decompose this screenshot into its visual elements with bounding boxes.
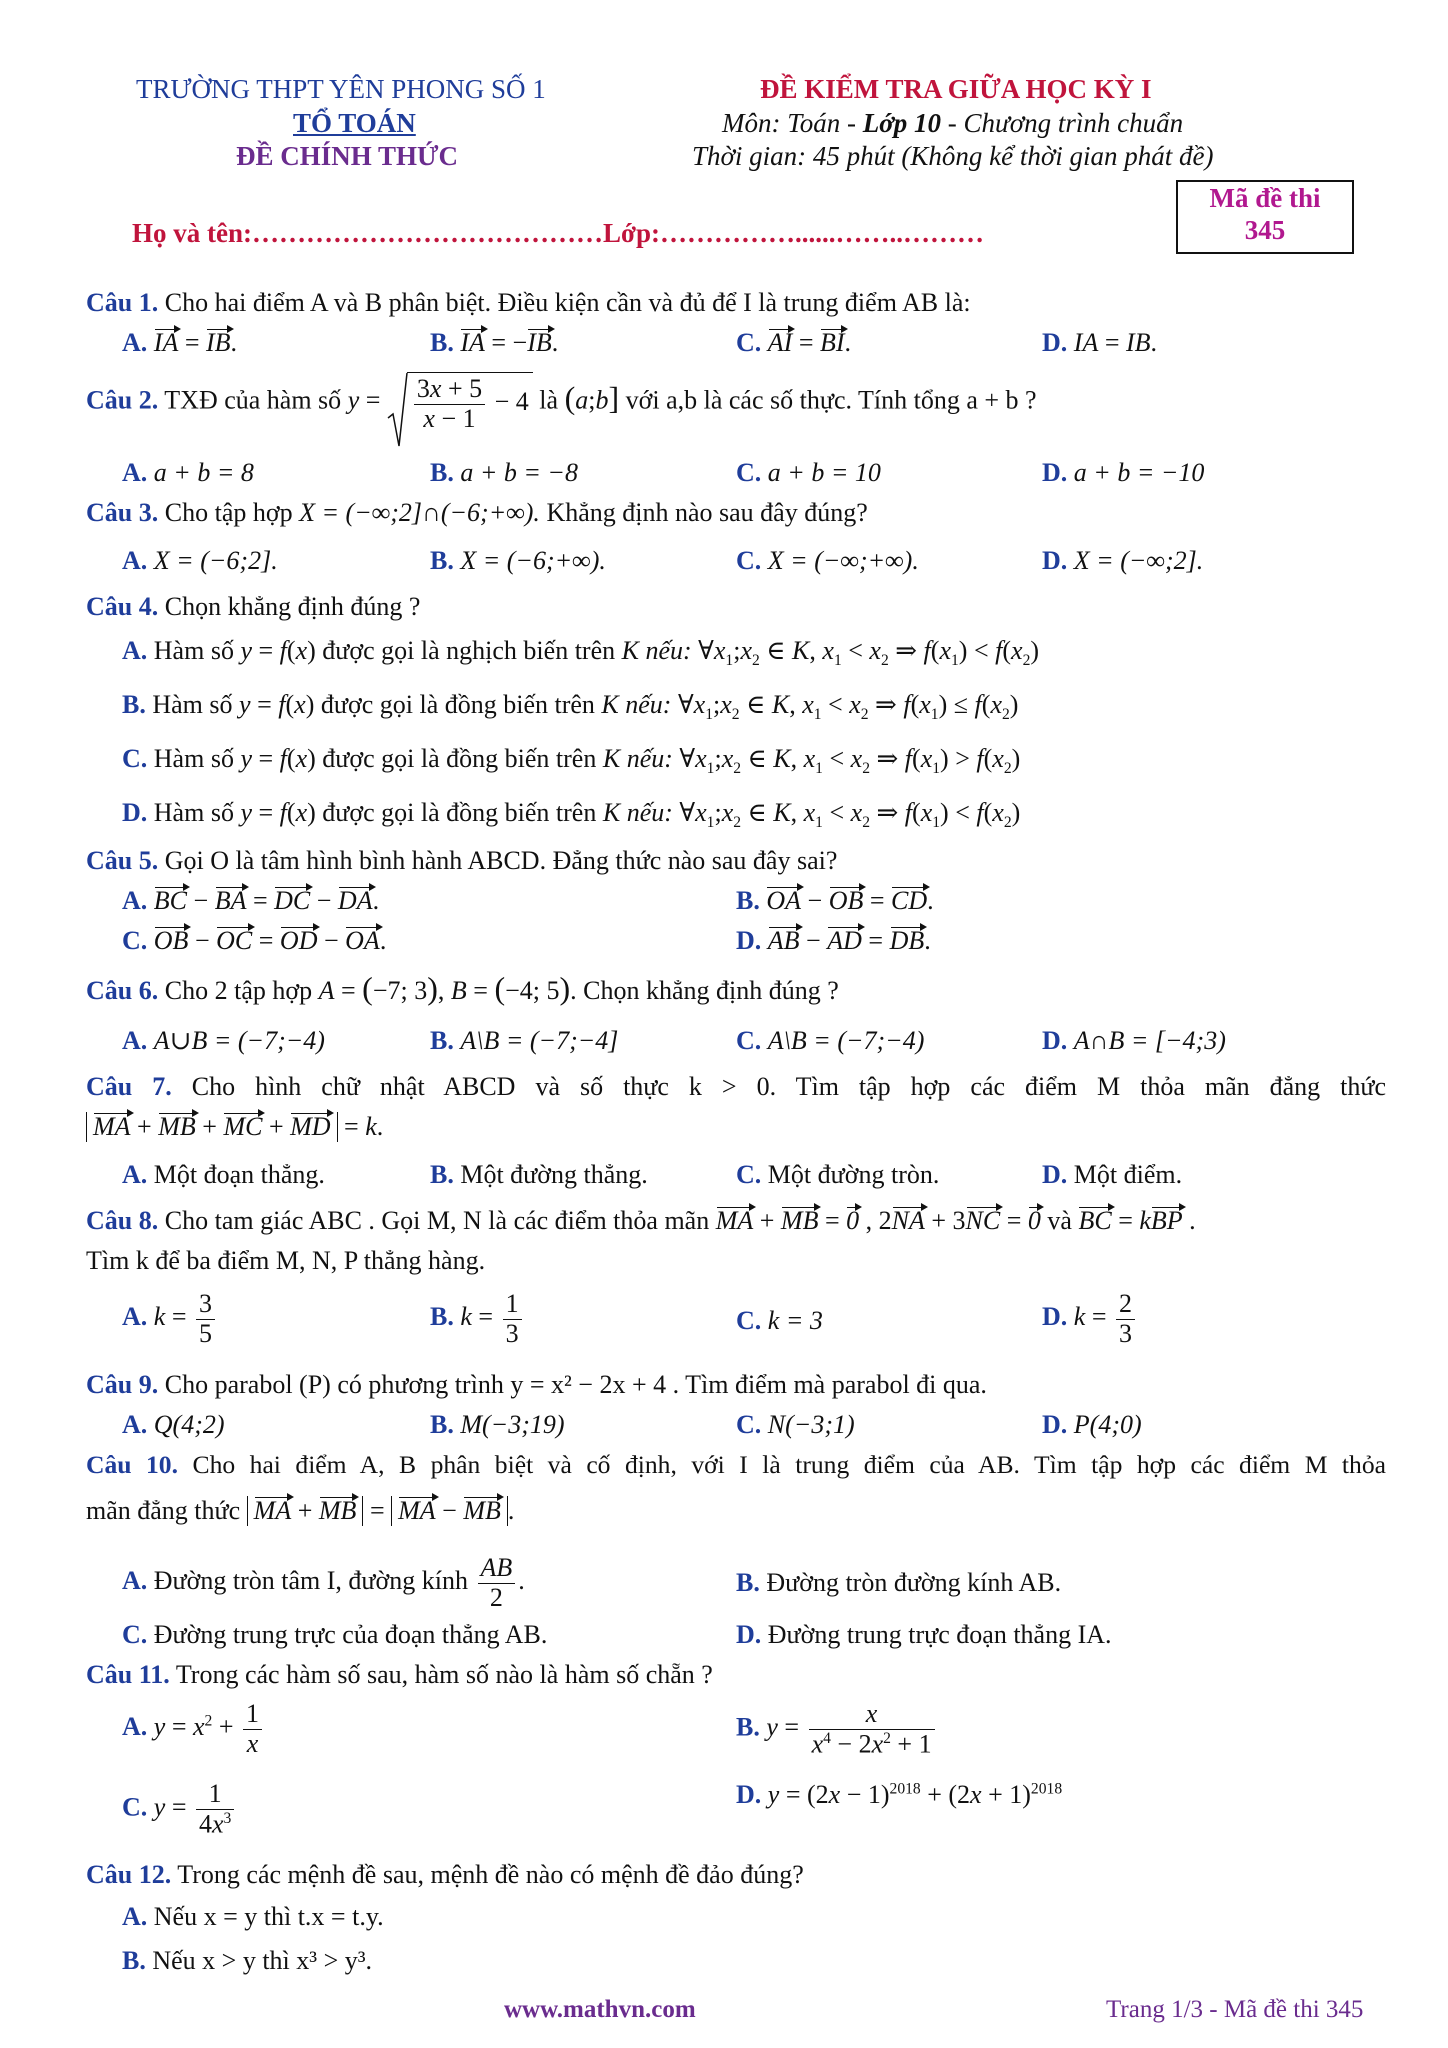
option-letter: D.	[736, 926, 762, 955]
question-12	[86, 1860, 804, 1890]
subject-line	[722, 108, 1183, 139]
q8-option-a[interactable]: A. k = $\frac{3}{5}$	[122, 1290, 218, 1348]
question-7	[86, 1072, 1386, 1102]
option-letter: B.	[122, 690, 146, 719]
q2-option-a[interactable]	[122, 458, 254, 488]
question-3-stem-a: Cho tập hợp	[164, 498, 293, 527]
q2-option-b[interactable]	[430, 458, 578, 488]
exam-code-label: Mã đề thi	[1209, 183, 1321, 213]
subject-prefix: Môn: Toán -	[722, 108, 863, 138]
q9-option-c[interactable]	[736, 1410, 855, 1440]
q1-option-d[interactable]: D. IA = IB.	[1042, 328, 1158, 357]
q4-lead: Hàm số	[153, 744, 234, 773]
q10-option-a[interactable]: A. Đường tròn tâm I, đường kính $\frac{AB}{2}$ .	[122, 1553, 525, 1612]
question-9-label: Câu 9.	[86, 1370, 159, 1399]
option-letter: C.	[736, 1160, 762, 1189]
option-letter: A.	[122, 886, 148, 915]
q11-option-d[interactable]: D. $y = (2x - 1)^{2018} + (2x + 1)^{2018}$	[736, 1780, 1063, 1809]
q4-b-text: được gọi là đồng biến trên	[320, 690, 595, 719]
question-8-stem-a: Cho tam giác ABC . Gọi M, N là các điểm thỏa mãn	[164, 1206, 710, 1235]
q10-opt-b-text: Đường tròn đường kính AB.	[766, 1568, 1062, 1597]
question-9	[86, 1370, 987, 1400]
q2-option-d[interactable]	[1042, 458, 1204, 488]
q4-option-a[interactable]: A. Hàm số y = f(x) được gọi là nghịch biến trên K nếu: $\forall x_1;x_2$ ∈ K, $x_1 < x_2$ ⇒ $f(x_1) < f(x_2)$	[122, 636, 1040, 670]
q1-option-c[interactable]: C. AI = BI.	[736, 328, 852, 357]
option-letter: A.	[122, 1302, 148, 1332]
class-label: Lớp:……………......……..………	[602, 218, 984, 248]
question-1-stem: Cho hai điểm A và B phân biệt. Điều kiện cần và đủ để I là trung điểm AB là:	[164, 288, 971, 317]
q4-c-text: được gọi là đồng biến trên	[322, 744, 597, 773]
q6-opt-d-text: A∩B = [−4;3)	[1073, 1026, 1226, 1055]
option-letter: B.	[736, 1712, 760, 1742]
q3-option-c[interactable]	[736, 546, 919, 576]
official-label: ĐỀ CHÍNH THỨC	[236, 141, 459, 171]
q10-option-b[interactable]	[736, 1568, 1061, 1598]
option-letter: D.	[1042, 1302, 1068, 1332]
q7-opt-c-text: Một đường tròn.	[767, 1160, 940, 1189]
option-letter: A.	[122, 636, 148, 665]
question-2-stem-c: với a,b là các số thực. Tính tổng a + b ?	[625, 385, 1037, 415]
q4-option-c[interactable]: C. Hàm số y = f(x) được gọi là đồng biến trên K nếu: $\forall x_1;x_2$ ∈ K, $x_1 < x_2$ ⇒ $f(x_1) > f(x_2)$	[122, 744, 1021, 778]
q9-option-a[interactable]	[122, 1410, 225, 1440]
question-12-stem: Trong các mệnh đề sau, mệnh đề nào có mệnh đề đảo đúng?	[177, 1860, 804, 1889]
question-10-line2: mãn đẳng thức MA + MB = MA − MB .	[86, 1496, 515, 1525]
q6-opt-b-text: A\B = (−7;−4]	[460, 1026, 619, 1055]
q11-option-b[interactable]: B. y = $\frac{x}{x^4 - 2x^2 + 1}$	[736, 1700, 938, 1759]
q6-option-c[interactable]	[736, 1026, 924, 1056]
option-letter: C.	[736, 546, 762, 575]
option-letter: D.	[1042, 546, 1068, 575]
option-letter: A.	[122, 458, 148, 487]
option-letter: B.	[122, 1946, 146, 1975]
option-letter: D.	[1042, 1026, 1068, 1055]
q2-opt-b-text: a + b = −8	[460, 458, 578, 487]
q1-option-b[interactable]: B. IA = −IB.	[430, 328, 559, 357]
question-5	[86, 846, 837, 876]
radical-sign-icon	[387, 372, 409, 448]
question-2: Câu 2. TXĐ của hàm số y = $\frac{3x + 5}{x - 1}$ − 4 là (a;b] với a,b là các số thực. Tính tổng a + b ?	[86, 372, 1037, 433]
school-name: TRƯỜNG THPT YÊN PHONG SỐ 1	[136, 74, 546, 104]
option-letter: B.	[736, 886, 760, 915]
q8-option-d[interactable]: D. k = $\frac{2}{3}$	[1042, 1290, 1138, 1348]
question-6-label: Câu 6.	[86, 976, 159, 1005]
question-12-label: Câu 12.	[86, 1860, 172, 1889]
q7-option-c[interactable]	[736, 1160, 939, 1190]
option-letter: C.	[122, 926, 148, 955]
question-2-stem-b: là	[539, 385, 559, 415]
q4-a-text: được gọi là nghịch biến trên	[322, 636, 616, 665]
option-letter: D.	[1042, 1160, 1068, 1189]
option-letter: B.	[430, 458, 454, 487]
q8-opt-c-text: k = 3	[767, 1306, 823, 1335]
q5-option-a[interactable]: A. BC − BA = DC − DA.	[122, 886, 380, 915]
q5-option-c[interactable]: C. OB − OC = OD − OA.	[122, 926, 387, 955]
q3-option-b[interactable]	[430, 546, 606, 576]
q5-option-d[interactable]: D. AB − AD = DB.	[736, 926, 931, 955]
question-7-label: Câu 7.	[86, 1072, 172, 1101]
option-letter: B.	[430, 328, 454, 357]
option-letter: A.	[122, 1410, 148, 1439]
question-10-stem: Cho hai điểm A, B phân biệt và cố định, với I là trung điểm của AB. Tìm tập hợp các điểm M thỏa	[192, 1450, 1387, 1479]
option-letter: C.	[122, 744, 148, 773]
question-11	[86, 1660, 713, 1690]
q12-option-b[interactable]	[122, 1946, 372, 1976]
q1-option-a[interactable]: A. IA = IB.	[122, 328, 238, 357]
question-3-label: Câu 3.	[86, 498, 159, 527]
option-letter: C.	[736, 1306, 762, 1335]
option-letter: A.	[122, 1026, 148, 1055]
question-5-label: Câu 5.	[86, 846, 159, 875]
q6-opt-c-text: A\B = (−7;−4)	[767, 1026, 925, 1055]
option-letter: A.	[122, 1712, 148, 1742]
q7-option-d[interactable]	[1042, 1160, 1182, 1190]
option-letter: D.	[736, 1780, 762, 1809]
q6-option-a[interactable]	[122, 1026, 325, 1056]
footer-page-info: Trang 1/3 - Mã đề thi 345	[1106, 1996, 1364, 2023]
footer-website[interactable]: www.mathvn.com	[504, 1996, 696, 2023]
q8-option-c[interactable]	[736, 1306, 823, 1336]
sqrt-expression: $\frac{3x + 5}{x - 1}$ − 4	[387, 372, 533, 433]
q7-opt-b-text: Một đường thẳng.	[460, 1160, 648, 1189]
q3-opt-c-text: X = (−∞;+∞).	[767, 546, 919, 575]
exam-title: ĐỀ KIỂM TRA GIỮA HỌC KỲ I	[760, 74, 1152, 104]
name-field	[132, 218, 984, 249]
option-letter: C.	[736, 1026, 762, 1055]
q5-option-b[interactable]: B. OA − OB = CD.	[736, 886, 934, 915]
option-letter: B.	[430, 1302, 454, 1332]
question-8-label: Câu 8.	[86, 1206, 159, 1235]
q9-option-d[interactable]	[1042, 1410, 1142, 1440]
q7-opt-d-text: Một điểm.	[1073, 1160, 1183, 1189]
option-letter: A.	[122, 1160, 148, 1189]
q2-opt-c-text: a + b = 10	[767, 458, 881, 487]
question-10-stem2: mãn đẳng thức	[86, 1496, 241, 1525]
question-3-stem-b: Khẳng định nào sau đây đúng?	[546, 498, 868, 527]
option-letter: A.	[122, 1902, 148, 1931]
q4-option-d[interactable]: D. Hàm số y = f(x) được gọi là đồng biến trên K nếu: $\forall x_1;x_2$ ∈ K, $x_1 < x_2$ ⇒ $f(x_1) < f(x_2)$	[122, 798, 1021, 832]
question-4	[86, 592, 420, 622]
question-3	[86, 498, 868, 528]
q6-option-b[interactable]	[430, 1026, 618, 1056]
option-letter: D.	[122, 798, 148, 827]
q3-opt-a-text: X = (−6;2].	[153, 546, 278, 575]
q7-option-b[interactable]	[430, 1160, 648, 1190]
q2-opt-a-text: a + b = 8	[153, 458, 254, 487]
question-6-stem-b: . Chọn khẳng định đúng ?	[570, 976, 839, 1005]
q3-opt-d-text: X = (−∞;2].	[1073, 546, 1204, 575]
q7-option-a[interactable]	[122, 1160, 325, 1190]
option-letter: C.	[736, 328, 762, 357]
q10-opt-d-text: Đường trung trực đoạn thẳng IA.	[767, 1620, 1112, 1649]
q3-option-d[interactable]	[1042, 546, 1203, 576]
question-10-label: Câu 10.	[86, 1450, 178, 1479]
exam-code-value: 345	[1244, 215, 1286, 245]
question-1	[86, 288, 971, 318]
question-6-stem-a: Cho 2 tập hợp	[164, 976, 313, 1005]
q4-lead: Hàm số	[153, 636, 234, 665]
q4-k: K nếu:	[602, 744, 673, 773]
option-letter: B.	[430, 1160, 454, 1189]
question-4-label: Câu 4.	[86, 592, 159, 621]
q9-option-b[interactable]	[430, 1410, 565, 1440]
option-letter: A.	[122, 328, 148, 357]
question-1-label: Câu 1.	[86, 288, 159, 317]
option-letter: B.	[430, 1026, 454, 1055]
question-4-stem: Chọn khẳng định đúng ?	[164, 592, 421, 621]
q4-d-text: được gọi là đồng biến trên	[322, 798, 597, 827]
q9-opt-a-text: Q(4;2)	[153, 1410, 225, 1439]
q11-option-a[interactable]: A. $y = x^2$ + $\frac{1}{x}$	[122, 1700, 265, 1758]
option-letter: C.	[736, 1410, 762, 1439]
q2-opt-d-text: a + b = −10	[1073, 458, 1205, 487]
q3-opt-b-text: X = (−6;+∞).	[460, 546, 606, 575]
q6-option-d[interactable]	[1042, 1026, 1226, 1056]
q12-opt-b-text: Nếu x > y thì x³ > y³.	[152, 1946, 373, 1975]
option-letter: B.	[736, 1568, 760, 1597]
subject-grade: Lớp 10	[862, 108, 941, 138]
question-11-label: Câu 11.	[86, 1660, 170, 1689]
q4-option-b[interactable]: B. Hàm số y = f(x) được gọi là đồng biến trên K nếu: $\forall x_1;x_2$ ∈ K, $x_1 < x_2$ ⇒ $f(x_1) \le f(x_2)$	[122, 690, 1019, 724]
q10-opt-c-text: Đường trung trực của đoạn thẳng AB.	[153, 1620, 548, 1649]
question-2-stem-a: TXĐ của hàm số	[164, 385, 342, 415]
q3-option-a[interactable]	[122, 546, 278, 576]
q8-option-b[interactable]: B. k = $\frac{1}{3}$	[430, 1290, 525, 1348]
question-8-line2: Tìm k để ba điểm M, N, P thẳng hàng.	[86, 1246, 486, 1275]
subject-suffix: - Chương trình chuẩn	[941, 108, 1184, 138]
option-letter: B.	[430, 1410, 454, 1439]
option-letter: D.	[1042, 1410, 1068, 1439]
exam-code-box	[1176, 180, 1354, 254]
q4-k: K nếu:	[602, 798, 673, 827]
q2-option-c[interactable]	[736, 458, 881, 488]
option-letter: C.	[122, 1792, 148, 1822]
question-8: Câu 8. Cho tam giác ABC . Gọi M, N là các điểm thỏa mãn MA + MB = 0 , 2NA + 3NC = 0 và BC = kBP .	[86, 1206, 1196, 1235]
question-10	[86, 1450, 1386, 1480]
question-3-set: X = (−∞;2]∩(−6;+∞).	[299, 498, 540, 527]
question-6: Câu 6. Cho 2 tập hợp A = (−7; 3), B = (−4; 5). Chọn khẳng định đúng ?	[86, 970, 839, 1006]
q9-opt-c-text: N(−3;1)	[767, 1410, 855, 1439]
q10-opt-a-text: Đường tròn tâm I, đường kính	[153, 1566, 468, 1596]
q10-option-d[interactable]	[736, 1620, 1112, 1650]
q4-k: K nếu:	[601, 690, 672, 719]
option-letter: A.	[122, 546, 148, 575]
q7-equation: MA + MB + MC + MD = k.	[86, 1112, 383, 1142]
option-letter: C.	[736, 458, 762, 487]
option-letter: C.	[122, 1620, 148, 1649]
q12-option-a[interactable]	[122, 1902, 384, 1932]
question-9-stem: Cho parabol (P) có phương trình y = x² − 2x + 4 . Tìm điểm mà parabol đi qua.	[164, 1370, 987, 1399]
q11-option-c[interactable]: C. y = $\frac{1}{4x^3}$	[122, 1780, 237, 1839]
q9-opt-d-text: P(4;0)	[1073, 1410, 1142, 1439]
q9-opt-b-text: M(−3;19)	[460, 1410, 565, 1439]
option-letter: D.	[1042, 458, 1068, 487]
option-letter: D.	[736, 1620, 762, 1649]
question-11-stem: Trong các hàm số sau, hàm số nào là hàm số chẵn ?	[175, 1660, 713, 1689]
q4-lead: Hàm số	[153, 798, 234, 827]
q4-k: K nếu:	[621, 636, 692, 665]
q4-lead: Hàm số	[152, 690, 233, 719]
question-7-stem: Cho hình chữ nhật ABCD và số thực k > 0. Tìm tập hợp các điểm M thỏa mãn đẳng thức	[191, 1072, 1386, 1101]
department-name: TỔ TOÁN	[293, 108, 416, 138]
option-letter: D.	[1042, 328, 1068, 357]
name-label: Họ và tên:…………………………………	[132, 218, 603, 248]
q10-option-c[interactable]	[122, 1620, 547, 1650]
question-2-label: Câu 2.	[86, 385, 159, 415]
question-5-stem: Gọi O là tâm hình bình hành ABCD. Đẳng thức nào sau đây sai?	[164, 846, 838, 875]
q12-opt-a-text: Nếu x = y thì t.x = t.y.	[153, 1902, 384, 1931]
q6-opt-a-text: A∪B = (−7;−4)	[153, 1026, 325, 1055]
duration-line: Thời gian: 45 phút (Không kể thời gian phát đề)	[692, 141, 1214, 171]
option-letter: A.	[122, 1566, 148, 1596]
option-letter: B.	[430, 546, 454, 575]
q7-opt-a-text: Một đoạn thẳng.	[153, 1160, 325, 1189]
